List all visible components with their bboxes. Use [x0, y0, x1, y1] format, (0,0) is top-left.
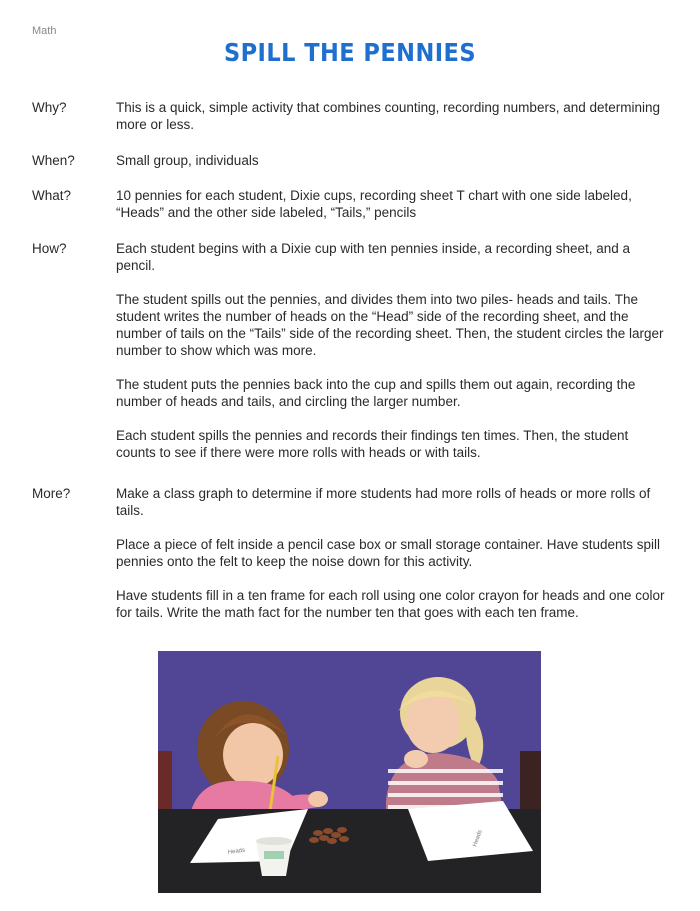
- page-title: SPILL THE PENNIES: [223, 38, 477, 67]
- when-label: When?: [32, 153, 75, 168]
- more-paragraph: Place a piece of felt inside a pencil case box or small storage container. Have students spill pennies onto the felt to keep the noise down for this activity.: [116, 537, 661, 569]
- how-paragraph: Each student begins with a Dixie cup with ten pennies inside, a recording sheet, and a pencil.: [116, 241, 631, 273]
- how-paragraph: Each student spills the pennies and records their findings ten times. Then, the student counts to see if there were more rolls with heads or with tails.: [116, 428, 629, 460]
- classroom-photo: [158, 651, 541, 893]
- more-label: More?: [32, 486, 71, 501]
- sheet-left-label: Heads: [227, 847, 246, 856]
- what-text: 10 pennies for each student, Dixie cups, recording sheet T chart with one side labeled, “Heads” and the other side labeled, “Tails,” pencils: [116, 188, 632, 220]
- subject-label: Math: [32, 25, 57, 37]
- when-text: Small group, individuals: [116, 153, 259, 168]
- how-label: How?: [32, 241, 67, 256]
- more-paragraph: Have students fill in a ten frame for each roll using one color crayon for heads and one color for tails. Write the math fact for the number ten that goes with each ten frame.: [116, 588, 665, 620]
- sheet-right-label: Heads: [472, 829, 484, 848]
- why-text: This is a quick, simple activity that combines counting, recording numbers, and determining more or less.: [116, 100, 661, 132]
- more-paragraph: Make a class graph to determine if more students had more rolls of heads or more rolls of tails.: [116, 486, 651, 518]
- why-label: Why?: [32, 100, 67, 115]
- how-paragraph: The student spills out the pennies, and divides them into two piles- heads and tails. The student writes the number of heads on the “Head” side of the recording sheet, and the number of tails on the “Tails” side of the recording sheet. Then, the student circles the larger number to show which was more.: [116, 292, 664, 358]
- what-label: What?: [32, 188, 72, 203]
- classroom-photo-illustration: [158, 651, 541, 893]
- dixie-cup: [256, 837, 292, 876]
- how-paragraph: The student puts the pennies back into the cup and spills them out again, recording the number of heads and tails, and circling the larger number.: [116, 377, 636, 409]
